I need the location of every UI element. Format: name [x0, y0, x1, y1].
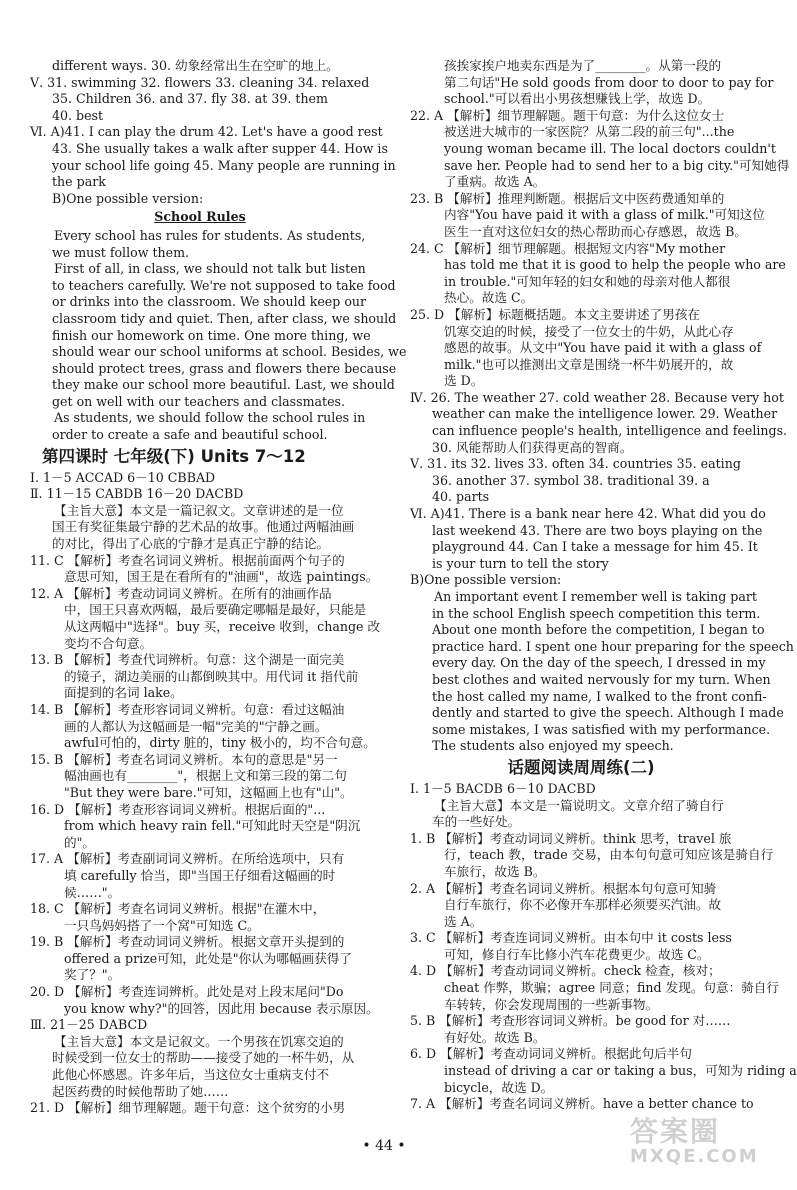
right-column-line: milk."也可以推测出文章是围绕一杯牛奶展开的，故 [444, 356, 734, 372]
left-column-line: 填 carefully 恰当，即"当国王仔细看这幅画的时 [64, 867, 336, 883]
right-column-line: playground 44. Can I take a message for him 45. It [432, 539, 758, 555]
left-column-line: Every school has rules for students. As students, [54, 227, 366, 243]
right-column-line: An important event I remember well is taking part [434, 589, 757, 604]
left-column-line: to teachers carefully. We're not supposed to take food [52, 277, 396, 293]
right-column-line: Ⅰ. 1－5 BACDB 6－10 DACBD [410, 780, 596, 796]
left-column-line: 奖了？"。 [64, 967, 121, 983]
left-column-line: 43. She usually takes a walk after supper 44. How is [52, 140, 388, 156]
left-column-line: 14. B 【解析】考查形容词词义辨析。句意：看过这幅油 [30, 701, 345, 717]
right-column-line: has told me that it is good to help the people who are [444, 257, 786, 273]
left-column-line: 候……"。 [64, 884, 121, 900]
right-column-line: in trouble."可知年轻的妇女和她的母亲对他人都很 [444, 273, 731, 289]
right-column-line: 车转转，你会发现周围的一些新事物。 [444, 996, 659, 1012]
right-column-line: 自行车旅行，你不必像开车那样必须要买汽油。故 [444, 897, 722, 913]
left-column-line: 18. C 【解析】考查名词词义辨析。根据"在灌木中， [30, 901, 326, 917]
left-column-line: order to create a safe and beautiful school. [52, 427, 328, 443]
right-column-line: last weekend 43. There are two boys playing on the [432, 522, 763, 538]
right-column-line: 22. A 【解析】细节理解题。题干句意：为什么这位女士 [410, 107, 725, 123]
left-column-line: 意思可知，国王是在看所有的"油画"，故选 paintings。 [64, 569, 379, 585]
left-column-line: "But they were bare."可知，这幅画上也有"山"。 [64, 784, 353, 800]
left-column-line: different ways. 30. 幼象经常出生在空旷的地上。 [52, 58, 339, 73]
right-column-line: 4. D 【解析】考查动词词义辨析。check 检查，核对； [410, 963, 721, 979]
right-column-line: 25. D 【解析】标题概括题。本文主要讲述了男孩在 [410, 306, 701, 322]
watermark-bottom: MXQE.COM [630, 1146, 759, 1167]
left-column-line: B)One possible version: [52, 190, 204, 206]
left-column-line: offered a prize可知，此处是"你认为哪幅画获得了 [64, 950, 352, 966]
left-column-line: As students, we should follow the school rules in [54, 410, 366, 426]
right-column-line: weather can make the intelligence lower. 29. Weather [432, 406, 778, 422]
right-column-line: the host called my name, I walked to the front confi- [432, 688, 767, 704]
right-column-line: cheat 作弊，欺骗；agree 同意；find 发现。句意：骑自行 [444, 980, 779, 996]
right-column-line: every day. On the day of the speech, I dressed in my [432, 655, 766, 671]
watermark-logo [630, 1110, 760, 1180]
left-column-line: 的对比，得出了心底的宁静才是真正宁静的结论。 [52, 536, 330, 552]
left-column-line: 起医药费的时候他帮助了她…… [52, 1083, 229, 1099]
right-column-line: 3. C 【解析】考查连词词义辨析。由本句中 it costs less [410, 930, 732, 946]
right-column-line: 1. B 【解析】考查动词词义辨析。think 思考，travel 旅 [410, 830, 732, 846]
left-column-line: Ⅰ. 1－5 ACCAD 6－10 CBBAD [30, 469, 216, 485]
left-column-line: the park [52, 174, 106, 190]
right-column-line: bicycle，故选 D。 [444, 1079, 554, 1095]
left-column-line: your school life going 45. Many people are running in [52, 157, 396, 173]
left-column-line: should wear our school uniforms at school. Besides, we [52, 344, 407, 360]
left-column-line: from which heavy rain fell."可知此时天空是"阴沉 [64, 818, 361, 834]
right-column-line: instead of driving a car or taking a bus，可知为 riding a [444, 1063, 797, 1079]
left-column-line: First of all, in class, we should not talk but listen [54, 261, 366, 277]
right-column-line: is your turn to tell the story [432, 555, 609, 571]
right-column-line: 感恩的故事。从文中"You have paid it with a glass of [444, 340, 762, 356]
right-column-line: 30. 风能帮助人们获得更高的智商。 [432, 439, 633, 455]
left-column-line: awful可怕的，dirty 脏的，tiny 极小的，均不合句意。 [64, 735, 376, 751]
left-column-line: 13. B 【解析】考查代词辨析。句意：这个湖是一面完美 [30, 652, 345, 668]
left-column-line: you know why?"的回答，因此用 because 表示原因。 [64, 1000, 379, 1016]
right-column-line: 24. C 【解析】细节理解题。根据短文内容"My mother [410, 240, 726, 256]
right-column-line: 6. D 【解析】考查动词词义辨析。根据此句后半句 [410, 1046, 692, 1062]
right-column-line: 5. B 【解析】考查形容词词义辨析。be good for 对…… [410, 1013, 731, 1029]
right-column-line: 医生一直对这位妇女的热心帮助而心存感恩，故选 B。 [444, 223, 747, 239]
right-column-line: 内容"You have paid it with a glass of milk."可知这位 [444, 207, 765, 223]
right-column-line: practice hard. I spent one hour preparing for the speech [432, 638, 794, 654]
left-column-line: 变均不合句意。 [64, 635, 153, 651]
left-column-line: classroom tidy and quiet. Then, after class, we should [52, 310, 397, 326]
left-column-line: 时候受到一位女士的帮助——接受了她的一杯牛奶，从 [52, 1050, 355, 1066]
left-column-line: 20. D 【解析】考查连词辨析。此处是对上段末尾问"Do [30, 984, 344, 1000]
right-column-line: 了重病。故选 A。 [444, 174, 546, 190]
right-column-line: 【主旨大意】本文是一篇说明文。文章介绍了骑自行 [434, 797, 724, 813]
right-column-line: 孩挨家挨户地卖东西是为了________。从第一段的 [444, 58, 722, 73]
right-column-line: 车旅行，故选 B。 [444, 863, 546, 879]
left-column-line: 35. Children 36. and 37. fly 38. at 39. them [52, 91, 328, 107]
left-column-line: 17. A 【解析】考查副词词义辨析。在所给选项中，只有 [30, 851, 345, 867]
left-column-line: 40. best [52, 107, 104, 123]
right-column-line: The students also enjoyed my speech. [432, 738, 674, 754]
left-column-line: finish our homework on time. One more thing, we [52, 327, 371, 343]
right-column-line: 7. A 【解析】考查名词词义辨析。have a better chance to [410, 1096, 754, 1112]
left-column-line: 的"。 [64, 834, 95, 850]
left-column-line: 【主旨大意】本文是一篇记叙文。文章讲述的是一位 [54, 502, 344, 518]
right-column-line: Ⅴ. 31. its 32. lives 33. often 34. countries 35. eating [410, 456, 741, 472]
right-column-line: 话题阅读周周练(二) [507, 757, 655, 777]
left-column-line: 此他心怀感恩。许多年后，当这位女士重病支付不 [52, 1067, 330, 1083]
left-column-line: or drinks into the classroom. We should keep our [52, 294, 367, 310]
left-column-line: 21. D 【解析】细节理解题。题干句意：这个贫穷的小男 [30, 1100, 346, 1116]
right-column-line: 车的一些好处。 [432, 814, 521, 830]
left-column [30, 58, 407, 1117]
page-number: • 44 • [362, 1138, 406, 1154]
right-column-line: in the school English speech competition this term. [432, 605, 761, 621]
right-column-line: 2. A 【解析】考查名词词义辨析。根据本句句意可知骑 [410, 880, 717, 896]
right-column-line: school."可以看出小男孩想赚钱上学，故选 D。 [444, 91, 711, 107]
right-column-line: 行，teach 教，trade 交易，由本句句意可知应该是骑自行 [444, 847, 774, 863]
right-column-line: About one month before the competition, I began to [432, 622, 765, 638]
left-column-line: 面提到的名词 lake。 [64, 685, 183, 701]
left-column-line: School Rules [154, 209, 246, 225]
right-column-line: save her. People had to send her to a big city."可知她得 [444, 157, 790, 173]
right-column-line: 第二句话"He sold goods from door to door to pay for [444, 74, 774, 90]
right-column-line: 热心。故选 C。 [444, 290, 534, 306]
left-column-line: should protect trees, grass and flowers there because [52, 360, 397, 376]
left-column-line: 12. A 【解析】考查动词词义辨析。在所有的油画作品 [30, 585, 332, 601]
right-column-line: dently and started to give the speech. Although I made [432, 705, 784, 721]
left-column-line: 幅油画也有________"，根据上文和第三段的第二句 [64, 768, 347, 784]
left-column-line: 从这两幅中"选择"。buy 买，receive 收到，change 改 [64, 619, 381, 634]
left-column-line: they make our school more beautiful. Last, we should [52, 377, 395, 393]
right-column-line: some mistakes, I was satisfied with my performance. [432, 721, 771, 737]
right-column-line: 选 A。 [444, 913, 483, 929]
left-column-line: get on well with our teachers and classmates. [52, 393, 346, 409]
left-column-line: Ⅲ. 21－25 DABCD [30, 1017, 148, 1033]
left-column-line: Ⅱ. 11－15 CABDB 16－20 DACBD [30, 486, 244, 502]
right-column-line: 有好处。故选 B。 [444, 1029, 546, 1045]
right-column-line: 36. another 37. symbol 38. traditional 39. a [432, 472, 710, 488]
left-column-line: 的镜子，湖边美丽的山都倒映其中。用代词 it 指代前 [64, 668, 359, 684]
left-column-line: Ⅵ. A)41. I can play the drum 42. Let's have a good rest [30, 124, 383, 140]
right-column-line: best clothes and waited nervously for my turn. When [432, 671, 771, 687]
left-column-line: 【主旨大意】本文是记叙文。一个男孩在饥寒交迫的 [54, 1033, 344, 1049]
left-column-line: 16. D 【解析】考查形容词词义辨析。根据后面的"... [30, 801, 326, 817]
left-column-line: 11. C 【解析】考查名词词义辨析。根据前面两个句子的 [30, 552, 345, 568]
left-column-line: 15. B 【解析】考查名词词义辨析。本句的意思是"另一 [30, 751, 338, 767]
left-column-line: 国王有奖征集最宁静的艺术品的故事。他通过两幅油画 [52, 519, 355, 535]
right-column-line: Ⅳ. 26. The weather 27. cold weather 28. Because very hot [410, 389, 784, 405]
right-column-line: 23. B 【解析】推理判断题。根据后文中医药费通知单的 [410, 190, 725, 206]
right-column-line: B)One possible version: [410, 572, 562, 588]
right-column-line: Ⅵ. A)41. There is a bank near here 42. What did you do [410, 506, 766, 522]
left-column-line: 画的人都认为这幅画是一幅"完美的"宁静之画。 [64, 718, 328, 734]
right-column-line: 选 D。 [444, 373, 484, 389]
right-column-line: 可知，修自行车比修小汽车花费更少。故选 C。 [444, 946, 710, 962]
right-column-line: young woman became ill. The local doctors couldn't [444, 140, 776, 156]
right-column-line: 40. parts [432, 489, 490, 505]
left-column-line: 中，国王只喜欢两幅，最后要确定哪幅是最好，只能是 [64, 602, 367, 618]
left-column-line: we must follow them. [52, 244, 190, 260]
left-column-line: 19. B 【解析】考查动词词义辨析。根据文章开头提到的 [30, 934, 345, 950]
right-column [410, 58, 797, 1113]
right-column-line: can influence people's health, intelligence and feelings. [432, 423, 788, 439]
watermark-top: 答案圈 [630, 1115, 721, 1148]
right-column-line: 饥寒交迫的时候，接受了一位女士的牛奶，从此心存 [444, 323, 734, 339]
left-column-line: 一只鸟妈妈搭了一个窝"可知选 C。 [64, 917, 260, 933]
right-column-line: 被送进大城市的一家医院？从第二段的前三句"...the [444, 124, 735, 140]
left-column-line: 第四课时 七年级(下) Units 7～12 [42, 446, 306, 466]
left-column-line: Ⅴ. 31. swimming 32. flowers 33. cleaning 34. relaxed [30, 74, 370, 90]
